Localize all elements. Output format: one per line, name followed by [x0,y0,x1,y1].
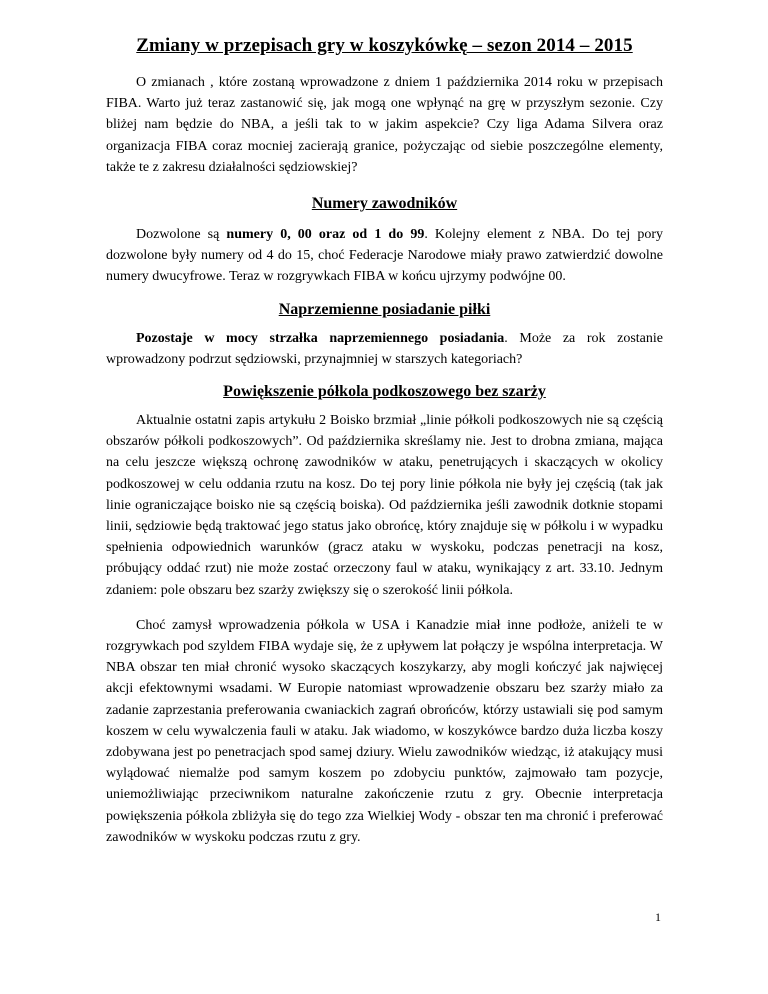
no-charge-semicircle-paragraph-2: Choć zamysł wprowadzenia półkola w USA i Kanadzie miał inne podłoże, aniżeli te w rozgrywkach pod szyldem FIBA wydaje się, że z upływem lat połączy je wspólna interpretacja. W NBA obszar ten miał chronić wysoko skaczących koszykarzy, aby mogli kończyć jak najwięcej akcji efektownymi wsadami. W Europie natomiast wprowadzenie obszaru bez szarży miało za zadanie zaprzestania preferowania cwaniackich zagrań obrońców, którzy ustawiali się pod samym koszem w celu wywalczenia fauli w ataku. Jak wiadomo, w koszykówce bardzo duża liczba koszy zdobywana jest po penetracjach spod samej dziury. Wielu zawodników wiedząc, iż atakujący musi wylądować niemalże pod samym koszem po zdobyciu punktów, zajmowało tam pozycje, uniemożliwiając przeciwnikom naturalne zakończenie rzutu z gry. Obecnie interpretacja powiększenia półkola zbliżyła się do tego zza Wielkiej Wody - obszar ten ma chronić i preferować zawodników w wyskoku podczas rzutu z gry. [106,617,663,845]
alternating-possession-text-post: . Może za rok zostanie wprowadzony podrzut sędziowski, przynajmniej w starszych kategoriach? [106,330,663,367]
section-heading-alternating-possession: Naprzemienne posiadanie piłki [278,300,491,318]
player-numbers-text-post: . Kolejny element z NBA. Do tej pory dozwolone były numery od 4 do 15, choć Federacje Narodowe miały prawo zatwierdzić dowolne numery dwucyfrowe. Teraz w rozgrywkach FIBA w końcu ujrzymy podwójne 00. [106,227,664,285]
player-numbers-paragraph [106,224,663,288]
player-numbers-text-pre: Dozwolone są [136,227,227,243]
intro-paragraph: O zmianach , które zostaną wprowadzone z dniem 1 października 2014 roku w przepisach FIBA. Warto już teraz zastanowić się, jak mogą one wpłynąć na grę w przyszłym sezonie. Czy bliżej nam będzie do NBA, a jeśli tak to w jakim aspekcie? Czy liga Adama Silvera oraz organizacja FIBA coraz mocniej zacierają granice, pożyczając od siebie poszczególne elementy, także te z zakresu działalności sędziowskiej? [106,75,663,175]
document-title: Zmiany w przepisach gry w koszykówkę – sezon 2014 – 2015 [136,35,633,56]
alternating-possession-bold-text: Pozostaje w mocy strzałka naprzemiennego posiadania [136,330,505,346]
document-body [106,34,663,848]
section-heading-no-charge-semicircle: Powiększenie półkola podkoszowego bez szarży [223,383,546,401]
section-heading-player-numbers: Numery zawodników [311,195,458,213]
alternating-possession-paragraph [106,328,663,370]
no-charge-semicircle-paragraph-1: Aktualnie ostatni zapis artykułu 2 Boisko brzmiał „linie półkoli podkoszowych nie są częścią obszarów półkoli podkoszowych”. Od października skreślamy nie. Jest to drobna zmiana, mająca na celu jeszcze większą ochronę zawodników w ataku, penetrujących i skaczących w okolicy podkoszowej w celu oddania rzutu na kosz. Do tej pory linie półkola nie były jej częścią (tak jak linie ograniczające boisko nie są częścią boiska). Od października jeśli zawodnik dotknie stopami linii, sędziowie będą traktować jego status jako obrońcę, który znajduje się w półkolu i w wypadku spełnienia odpowiednich warunków (gracz ataku w wyskoku, podczas penetracji na kosz, próbujący oddać rzut) nie może zostać orzeczony faul w ataku, wynikający z art. 33.10. Jednym zdaniem: pole obszaru bez szarży zwiększy się o szerokość linii półkola. [106,413,663,598]
player-numbers-bold-text: numery 0, 00 oraz od 1 do 99 [226,227,425,243]
page-number: 1 [655,910,661,924]
